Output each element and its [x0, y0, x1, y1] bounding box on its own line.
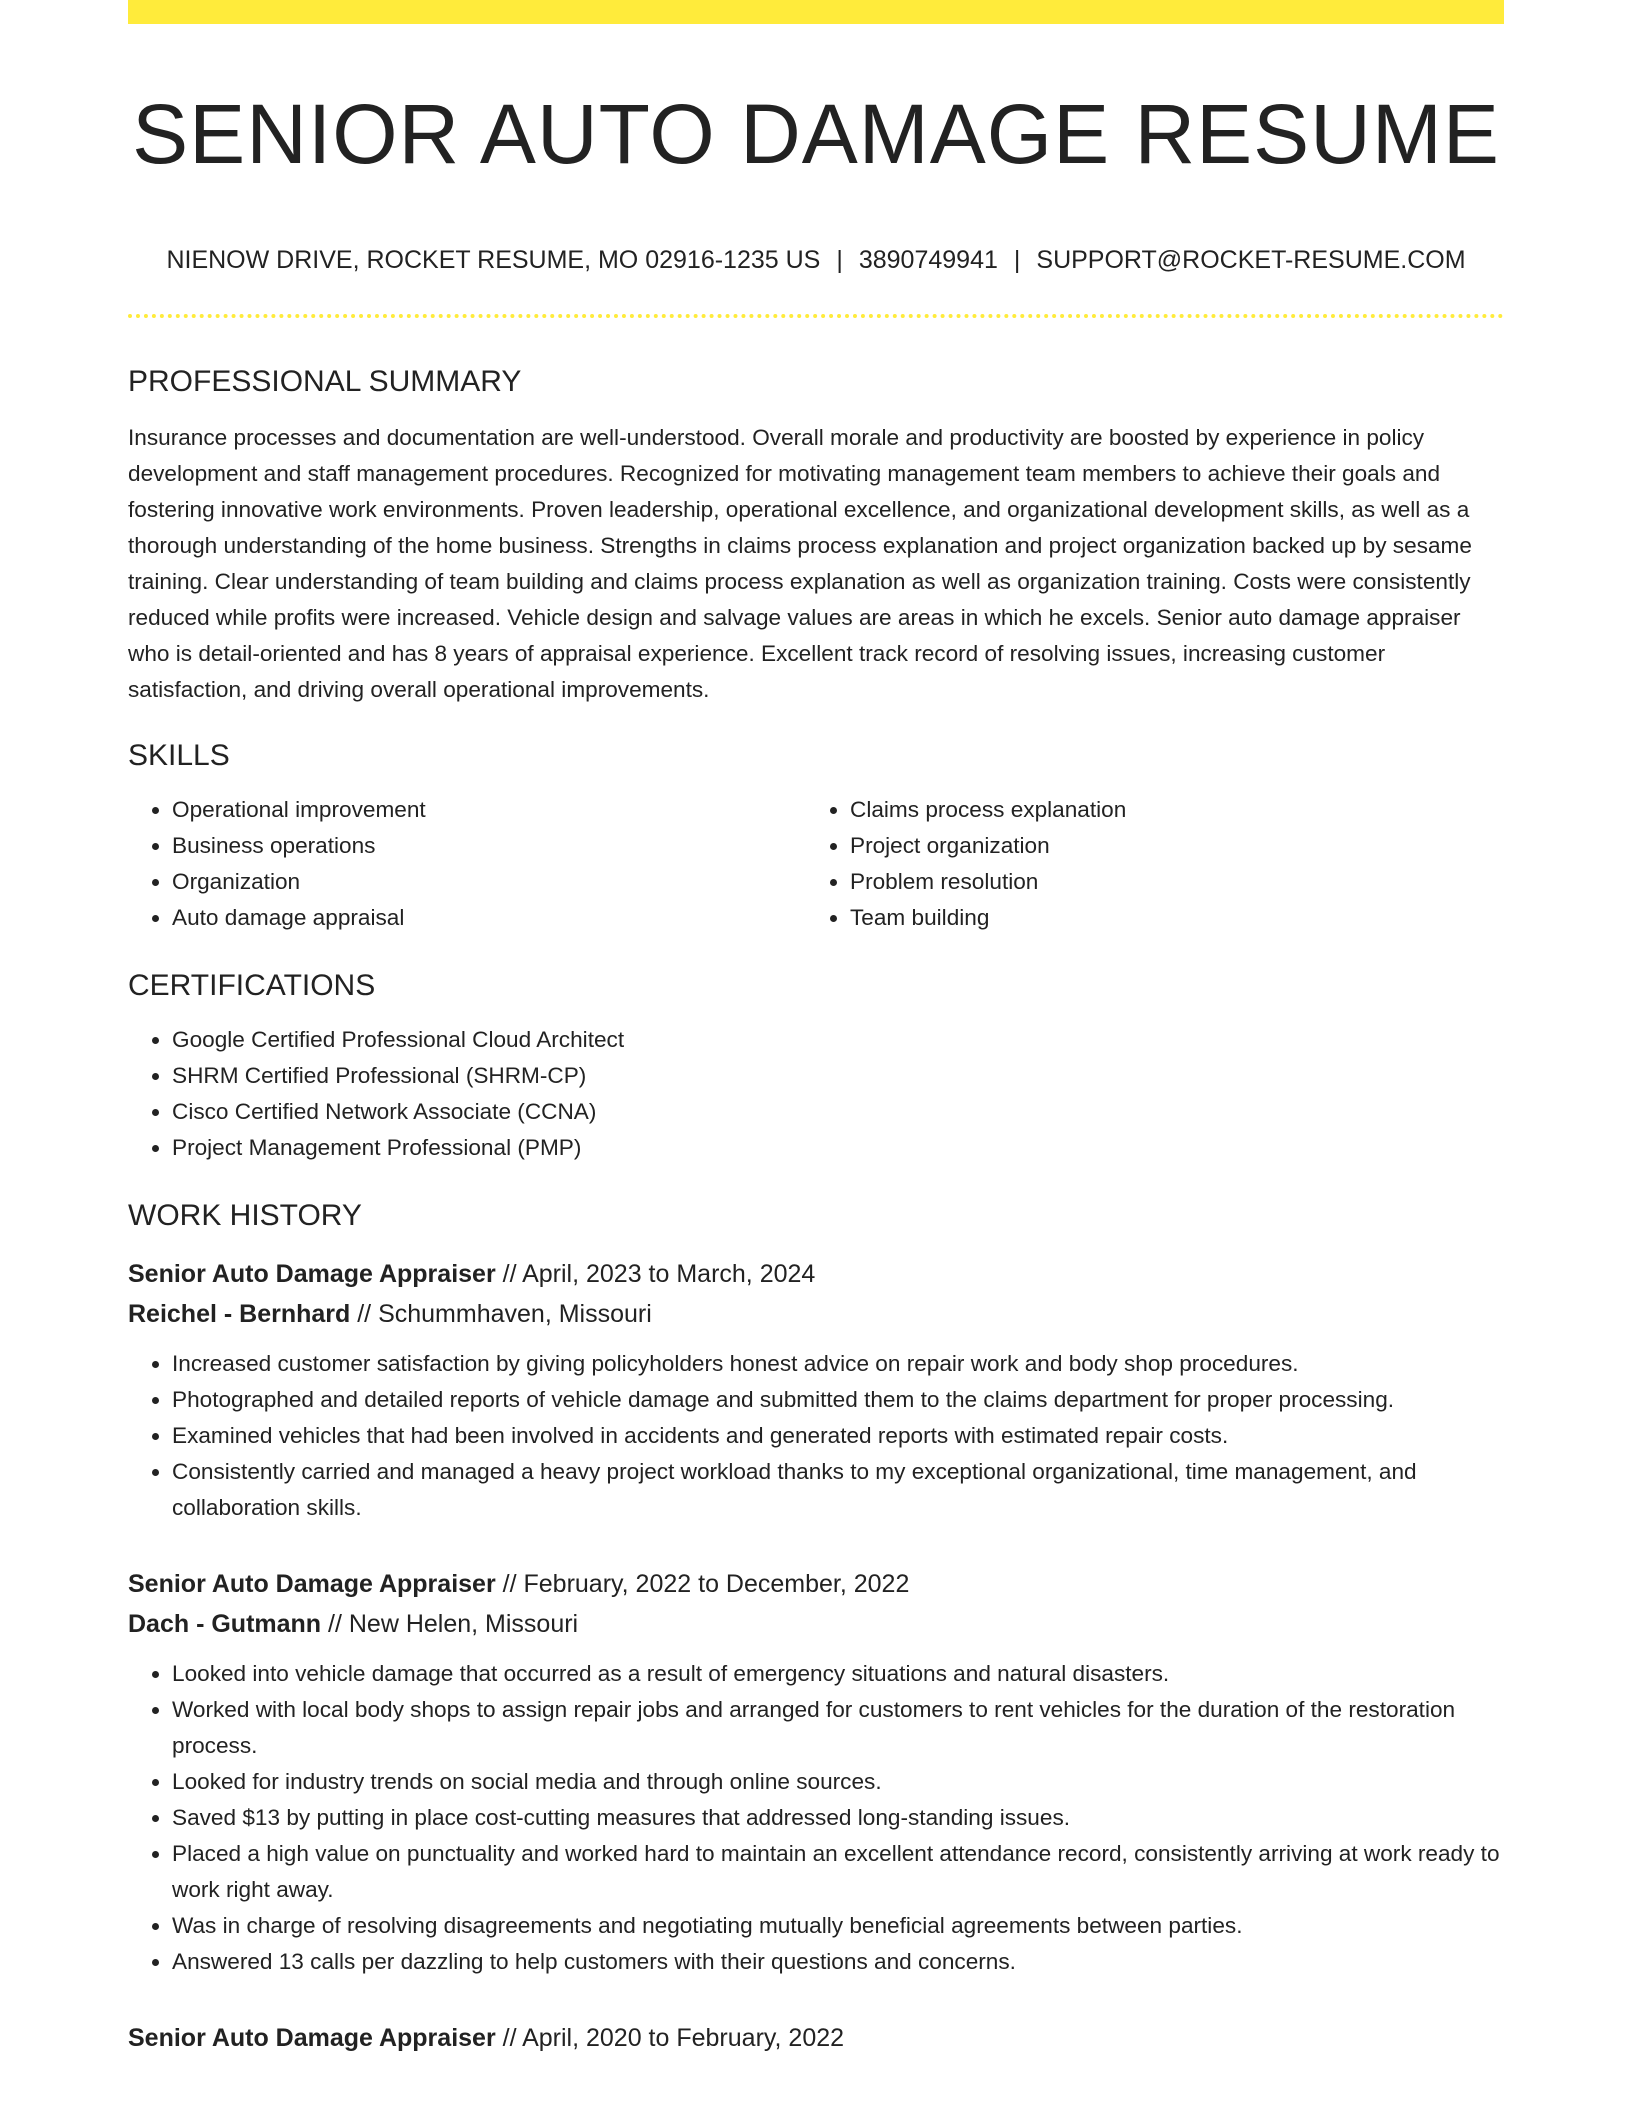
phone: 3890749941 [858, 246, 998, 274]
skill-item: • Project organization [850, 828, 1484, 864]
summary-text: Insurance processes and documentation are well-understood. Overall morale and productivity are boosted by experience in policy development and staff management procedures. Recognized for motivating management team members to achieve their goals and fostering innovative work environments. Proven leadership, operational excellence, and organizational development skills, as well as a thorough understanding of the home business. Strengths in claims process explanation and project organization backed up by sesame training. Clear understanding of team building and claims process explanation as well as organization training. Costs were consistently reduced while profits were increased. Vehicle design and salvage values are areas in which he excels. Senior auto damage appraiser who is detail-oriented and has 8 years of appraisal experience. Excellent track record of resolving issues, increasing customer satisfaction, and driving overall operational improvements. [128, 425, 1472, 702]
certifications-list [128, 1022, 1504, 1166]
section-heading: SKILLS [128, 739, 230, 772]
certification-item: • SHRM Certified Professional (SHRM-CP) [172, 1058, 1504, 1094]
summary-section [128, 362, 1504, 708]
section-heading: CERTIFICATIONS [128, 969, 376, 1002]
skill-item: • Claims process explanation [850, 792, 1484, 828]
job-bullet: • Photographed and detailed reports of vehicle damage and submitted them to the claims department for proper processing. [172, 1382, 1504, 1418]
job-title: Senior Auto Damage Appraiser [128, 1260, 496, 1288]
job-location: New Helen, Missouri [348, 1610, 579, 1638]
skill-item: • Problem resolution [850, 864, 1484, 900]
job-bullet: • Was in charge of resolving disagreements and negotiating mutually beneficial agreements between parties. [172, 1908, 1504, 1944]
job-title: Senior Auto Damage Appraiser [128, 1570, 496, 1598]
job-separator: // [495, 1570, 524, 1598]
job-title-line [128, 2018, 1504, 2058]
job-entry [128, 1254, 1504, 1526]
job-dates: April, 2020 to February, 2022 [522, 2024, 845, 2052]
dotted-divider [128, 314, 1504, 318]
skills-list-right [806, 792, 1484, 936]
job-company: Dach - Gutmann [128, 1610, 322, 1638]
skill-item: • Organization [172, 864, 806, 900]
job-entry [128, 1564, 1504, 1980]
job-dates: February, 2022 to December, 2022 [523, 1570, 910, 1598]
top-accent-bar [128, 0, 1504, 24]
job-bullet: • Looked into vehicle damage that occurred as a result of emergency situations and natural disasters. [172, 1656, 1504, 1692]
skill-item: • Operational improvement [172, 792, 806, 828]
job-bullet: • Placed a high value on punctuality and worked hard to maintain an excellent attendance record, consistently arriving at work ready to work right away. [172, 1836, 1504, 1908]
job-bullet: • Answered 13 calls per dazzling to help customers with their questions and concerns. [172, 1944, 1504, 1980]
job-company: Reichel - Bernhard [128, 1300, 351, 1328]
job-title-line [128, 1254, 1504, 1294]
job-dates: April, 2023 to March, 2024 [522, 1260, 816, 1288]
job-company-line [128, 1604, 1504, 1644]
job-bullet: • Consistently carried and managed a heavy project workload thanks to my exceptional organizational, time management, and collaboration skills. [172, 1454, 1504, 1526]
skill-item: • Auto damage appraisal [172, 900, 806, 936]
certification-item: • Google Certified Professional Cloud Architect [172, 1022, 1504, 1058]
job-bullet: • Increased customer satisfaction by giving policyholders honest advice on repair work and body shop procedures. [172, 1346, 1504, 1382]
section-heading: PROFESSIONAL SUMMARY [128, 365, 522, 398]
job-bullet: • Saved $13 by putting in place cost-cutting measures that addressed long-standing issues. [172, 1800, 1504, 1836]
section-heading: WORK HISTORY [128, 1199, 362, 1232]
job-bullet: • Examined vehicles that had been involved in accidents and generated reports with estimated repair costs. [172, 1418, 1504, 1454]
contact-line [128, 244, 1504, 276]
separator: | [836, 246, 843, 274]
certification-item: • Project Management Professional (PMP) [172, 1130, 1504, 1166]
skills-list-left [128, 792, 806, 936]
job-title-line [128, 1564, 1504, 1604]
job-bullet: • Worked with local body shops to assign repair jobs and arranged for customers to rent vehicles for the duration of the restoration process. [172, 1692, 1504, 1764]
job-bullets [128, 1346, 1504, 1526]
skills-section [128, 736, 1504, 936]
work-history-section [128, 1196, 1504, 2058]
skill-item: • Business operations [172, 828, 806, 864]
job-separator: // [350, 1300, 379, 1328]
skill-item: • Team building [850, 900, 1484, 936]
certification-item: • Cisco Certified Network Associate (CCNA) [172, 1094, 1504, 1130]
separator: | [1013, 246, 1021, 274]
job-entry [128, 2018, 1504, 2058]
job-bullets [128, 1656, 1504, 1980]
address: NIENOW DRIVE, ROCKET RESUME, MO 02916-1235 US [166, 246, 821, 274]
skills-grid [128, 792, 1504, 936]
resume-page [128, 0, 1504, 2058]
job-location: Schummhaven, Missouri [378, 1300, 652, 1328]
resume-title: SENIOR AUTO DAMAGE RESUME [132, 87, 1500, 181]
job-separator: // [495, 2024, 523, 2052]
certifications-section [128, 966, 1504, 1166]
email: SUPPORT@ROCKET-RESUME.COM [1036, 246, 1466, 274]
job-title: Senior Auto Damage Appraiser [128, 2024, 496, 2052]
job-bullet: • Looked for industry trends on social media and through online sources. [172, 1764, 1504, 1800]
job-company-line [128, 1294, 1504, 1334]
job-separator: // [495, 1260, 523, 1288]
job-separator: // [321, 1610, 349, 1638]
